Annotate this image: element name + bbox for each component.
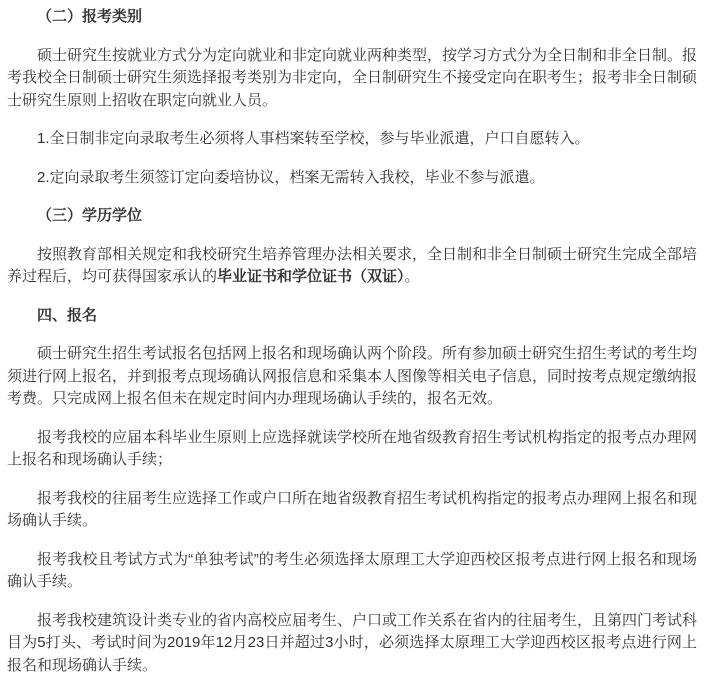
para-fresh-graduates-rule: 报考我校的应届本科毕业生原则上应选择就读学校所在地省级教育招生考试机构指定的报考点办理网上报名和现场确认手续； bbox=[7, 428, 698, 468]
para-diploma-degree-bold: 毕业证书和学位证书（双证） bbox=[217, 268, 405, 285]
para-fulltime-nondirected-item: 1.全日制非定向录取考生必须将人事档案转至学校，参与毕业派遣，户口自愿转入。 bbox=[37, 130, 590, 147]
para-directed-admission-item: 2.定向录取考生须签订定向委培协议，档案无需转入我校，毕业不参与派遣。 bbox=[37, 168, 545, 186]
heading-diploma-degree: （三）学历学位 bbox=[37, 207, 143, 224]
para-architecture-majors-rule: 报考我校建筑设计类专业的省内高校应届考生、户口或工作关系在省内的往届考生，且第四门考试科目为5打头、考试时间为2019年12月23日并超过3小时，必须选择太原理工大学迎西校区报考点进行网上报名和现场确认手续。 bbox=[7, 611, 698, 674]
para-registration-overview: 硕士研究生招生考试报名包括网上报名和现场确认两个阶段。所有参加硕士研究生招生考试的考生均须进行网上报名，并到报考点现场确认网报信息和采集本人图像等相关电子信息，同时按考点规定缴纳报考费。只完成网上报名但未在规定时间内办理现场确认手续的，报名无效。 bbox=[7, 345, 698, 407]
para-application-category: 硕士研究生按就业方式分为定向就业和非定向就业两种类型，按学习方式分为全日制和非全日制。报考我校全日制硕士研究生须选择报考类别为非定向，全日制研究生不接受定向在职考生；报考非全日制硕士研究生原则上招收在职定向就业人员。 bbox=[7, 46, 698, 109]
heading-registration: 四、报名 bbox=[37, 306, 98, 324]
admissions-document bbox=[7, 6, 697, 677]
para-separate-exam-rule: 报考我校且考试方式为“单独考试”的考生必须选择太原理工大学迎西校区报考点进行网上报名和现场确认手续。 bbox=[7, 550, 697, 590]
para-diploma-degree bbox=[7, 244, 697, 289]
heading-application-category: （二）报考类别 bbox=[37, 8, 143, 25]
para-diploma-degree-suffix: 。 bbox=[404, 268, 420, 285]
para-previous-graduates-rule: 报考我校的往届考生应选择工作或户口所在地省级教育招生考试机构指定的报考点办理网上报名和现场确认手续。 bbox=[7, 489, 698, 529]
para-diploma-degree-prefix: 按照教育部相关规定和我校研究生培养管理办法相关要求，全日制和非全日制硕士研究生完成全部培养过程后，均可获得国家承认的 bbox=[7, 245, 698, 285]
